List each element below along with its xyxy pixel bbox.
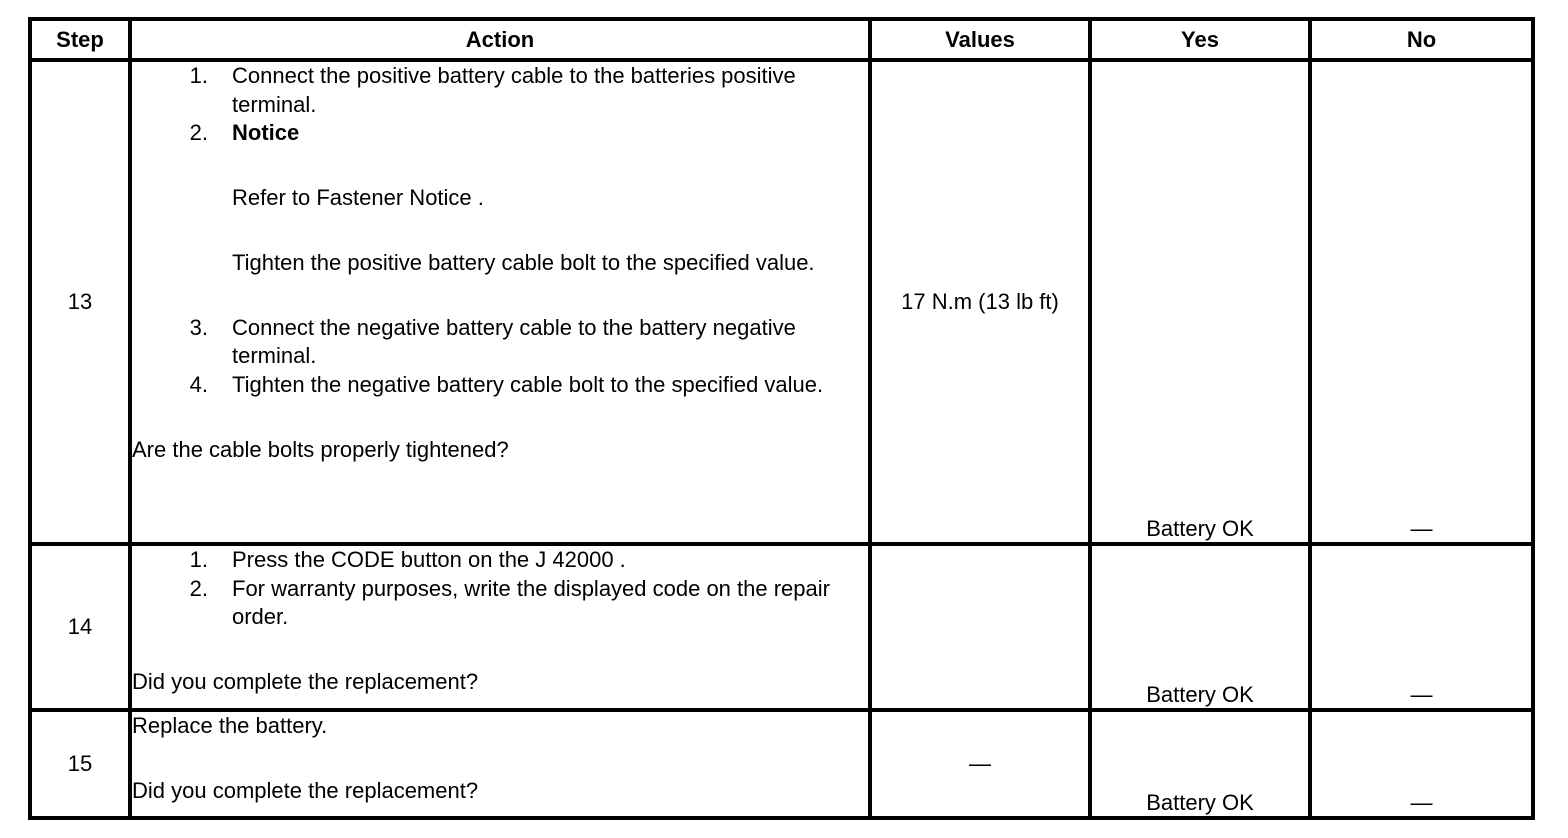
step-text: Replace the battery. bbox=[132, 713, 328, 738]
yes-cell: Battery OK bbox=[1090, 710, 1310, 818]
item-text: For warranty purposes, write the displayed code on the repair order. bbox=[232, 575, 830, 630]
item-text: Tighten the negative battery cable bolt to the specified value. bbox=[232, 371, 824, 397]
table-row bbox=[30, 710, 1533, 818]
header-action: Action bbox=[130, 19, 870, 60]
step-question: Are the cable bolts properly tightened? bbox=[132, 436, 509, 462]
item-number: 1. bbox=[189, 63, 208, 88]
notice-heading: Notice bbox=[232, 120, 300, 146]
header-row bbox=[30, 19, 1533, 60]
item-number: 4. bbox=[189, 371, 208, 397]
item-number: 3. bbox=[189, 314, 208, 340]
table-row bbox=[30, 544, 1533, 710]
action-cell bbox=[130, 544, 870, 710]
value-cell: 17 N.m (13 lb ft) bbox=[870, 60, 1090, 544]
step-question: Did you complete the replacement? bbox=[132, 669, 479, 695]
action-cell bbox=[130, 710, 870, 818]
list-item bbox=[132, 546, 868, 575]
header-step: Step bbox=[30, 19, 130, 60]
yes-cell: Battery OK bbox=[1090, 60, 1310, 544]
no-cell: — bbox=[1310, 710, 1533, 818]
no-cell: — bbox=[1310, 544, 1533, 710]
list-item bbox=[132, 371, 868, 400]
diagnostic-table bbox=[28, 17, 1535, 820]
item-number: 1. bbox=[189, 547, 208, 572]
list-item bbox=[132, 119, 868, 148]
value-cell: — bbox=[870, 710, 1090, 818]
step-question: Did you complete the replacement? bbox=[132, 777, 479, 803]
step-number: 14 bbox=[30, 544, 130, 710]
yes-cell: Battery OK bbox=[1090, 544, 1310, 710]
list-item bbox=[132, 575, 868, 632]
table-row bbox=[30, 60, 1533, 544]
list-item bbox=[132, 314, 868, 371]
item-text: Connect the negative battery cable to the battery negative terminal. bbox=[232, 314, 796, 369]
action-cell bbox=[130, 60, 870, 544]
notice-reference: Refer to Fastener Notice . bbox=[232, 185, 484, 211]
step-number: 15 bbox=[30, 710, 130, 818]
item-text: Connect the positive battery cable to the batteries positive terminal. bbox=[232, 63, 796, 117]
list-item bbox=[132, 62, 868, 119]
item-number: 2. bbox=[189, 120, 208, 146]
no-cell: — bbox=[1310, 60, 1533, 544]
header-values: Values bbox=[870, 19, 1090, 60]
header-no: No bbox=[1310, 19, 1533, 60]
value-cell bbox=[870, 544, 1090, 710]
step-number: 13 bbox=[30, 60, 130, 544]
item-number: 2. bbox=[189, 575, 208, 601]
header-yes: Yes bbox=[1090, 19, 1310, 60]
item-text: Press the CODE button on the J 42000 . bbox=[232, 547, 626, 572]
notice-instruction: Tighten the positive battery cable bolt to the specified value. bbox=[232, 249, 815, 275]
